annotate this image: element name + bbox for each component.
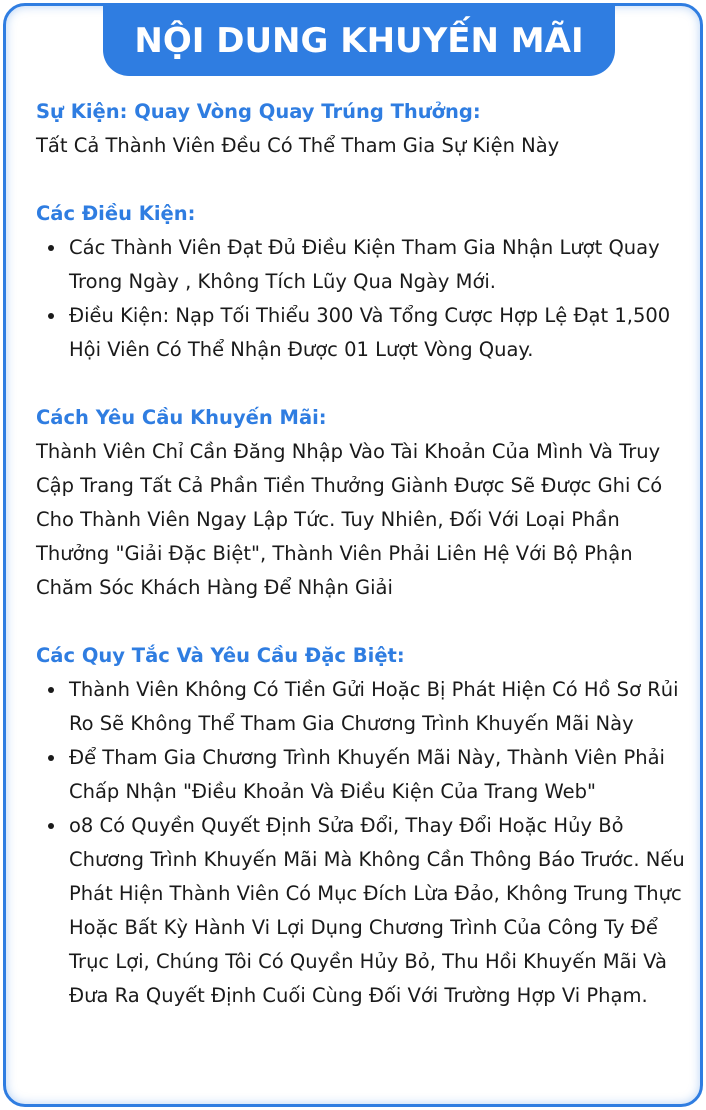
list-item-text: o8 Có Quyền Quyết Định Sửa Đổi, Thay Đổi Hoặc Hủy Bỏ Chương Trình Khuyến Mãi Mà Không Cần Thông Báo Trước. Nếu Phát Hiện Thành Viên Có Mục Đích Lừa Đảo, Không Trung Thực Hoặc Bất Kỳ Hành Vi Lợi Dụng Chương Trình Của Công Ty Để Trục Lợi, Chúng Tôi Có Quyền Hủy Bỏ, Thu Hồi Khuyến Mãi Và Đưa Ra Quyết Định Cuối Cùng Đối Với Trường Hợp Vi Phạm. <box>69 814 685 1007</box>
bullet-icon <box>48 245 54 251</box>
section-how-to-claim <box>36 401 686 605</box>
promotion-content <box>36 95 686 1013</box>
bullet-icon <box>48 755 54 761</box>
section-heading-special-rules: Các Quy Tắc Và Yêu Cầu Đặc Biệt: <box>36 644 405 667</box>
bullet-icon <box>48 823 54 829</box>
section-special-rules <box>36 639 686 1013</box>
promotion-card <box>3 3 703 1107</box>
list-item <box>36 299 686 367</box>
list-item <box>36 231 686 299</box>
section-heading-event: Sự Kiện: Quay Vòng Quay Trúng Thưởng: <box>36 100 481 123</box>
section-event <box>36 95 686 163</box>
conditions-list <box>36 231 686 367</box>
list-item-text: Các Thành Viên Đạt Đủ Điều Kiện Tham Gia Nhận Lượt Quay Trong Ngày , Không Tích Lũy Qua Ngày Mới. <box>69 236 660 293</box>
list-item <box>36 741 686 809</box>
section-paragraph-how-to-claim: Thành Viên Chỉ Cần Đăng Nhập Vào Tài Khoản Của Mình Và Truy Cập Trang Tất Cả Phần Tiền Thưởng Giành Được Sẽ Được Ghi Có Cho Thành Viên Ngay Lập Tức. Tuy Nhiên, Đối Với Loại Phần Thưởng "Giải Đặc Biệt", Thành Viên Phải Liên Hệ Với Bộ Phận Chăm Sóc Khách Hàng Để Nhận Giải <box>36 440 663 599</box>
page-title: NỘI DUNG KHUYẾN MÃI <box>134 21 584 61</box>
section-paragraph-event: Tất Cả Thành Viên Đều Có Thể Tham Gia Sự Kiện Này <box>36 134 560 157</box>
section-conditions <box>36 197 686 367</box>
list-item-text: Thành Viên Không Có Tiền Gửi Hoặc Bị Phát Hiện Có Hồ Sơ Rủi Ro Sẽ Không Thể Tham Gia Chương Trình Khuyến Mãi Này <box>69 678 679 735</box>
header-banner <box>103 6 615 76</box>
list-item <box>36 809 686 1013</box>
bullet-icon <box>48 687 54 693</box>
section-heading-how-to-claim: Cách Yêu Cầu Khuyến Mãi: <box>36 406 327 429</box>
list-item <box>36 673 686 741</box>
special-rules-list <box>36 673 686 1013</box>
list-item-text: Để Tham Gia Chương Trình Khuyến Mãi Này, Thành Viên Phải Chấp Nhận "Điều Khoản Và Điều Kiện Của Trang Web" <box>69 746 665 803</box>
list-item-text: Điều Kiện: Nạp Tối Thiểu 300 Và Tổng Cược Hợp Lệ Đạt 1,500 Hội Viên Có Thể Nhận Được 01 Lượt Vòng Quay. <box>69 304 671 361</box>
bullet-icon <box>48 313 54 319</box>
section-heading-conditions: Các Điều Kiện: <box>36 202 196 225</box>
